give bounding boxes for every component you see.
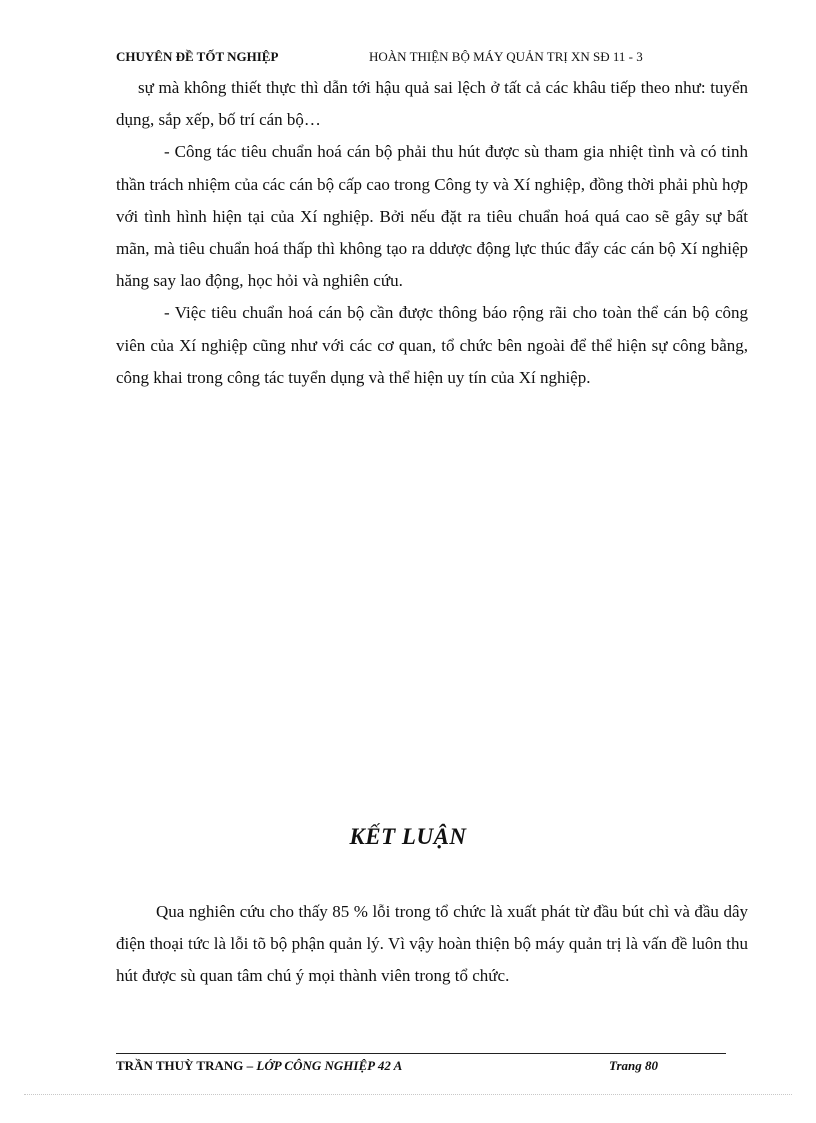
footer-author: TRẦN THUỲ TRANG – <box>116 1058 254 1073</box>
header-thesis-title: HOÀN THIỆN BỘ MÁY QUẢN TRỊ XN SĐ 11 - 3 <box>369 49 643 64</box>
conclusion-section <box>116 896 748 993</box>
page-number: Trang 80 <box>609 1058 658 1073</box>
footer-divider <box>116 1053 726 1054</box>
page-footer <box>116 1058 726 1076</box>
body-section <box>116 72 748 394</box>
footer-author-class <box>116 1058 402 1074</box>
conclusion-paragraph: Qua nghiên cứu cho thấy 85 % lỗi trong tổ chức là xuất phát từ đầu bút chì và đầu dây điện thoại tức là lỗi tõ bộ phận quản lý. Vì vậy hoàn thiện bộ máy quản trị là vấn đề luôn thu hút được sù quan tâm chú ý mọi thành viên trong tổ chức. <box>116 902 748 986</box>
conclusion-heading: KẾT LUẬN <box>349 824 467 849</box>
paragraph-standardization-participation: - Công tác tiêu chuẩn hoá cán bộ phải thu hút được sù tham gia nhiệt tình và có tinh thần trách nhiệm của các cán bộ cấp cao trong Công ty và Xí nghiệp, đồng thời phải phù hợp với tình hình hiện tại của Xí nghiệp. Bởi nếu đặt ra tiêu chuẩn hoá quá cao sẽ gây sự bất mãn, mà tiêu chuẩn hoá thấp thì không tạo ra ddược động lực thúc đẩy các cán bộ Xí nghiệp hăng say lao động, học hỏi và nghiên cứu. <box>116 142 748 291</box>
footer-class: LỚP CÔNG NGHIỆP 42 A <box>256 1058 403 1073</box>
paragraph-standardization-announcement: - Việc tiêu chuẩn hoá cán bộ cần được thông báo rộng rãi cho toàn thể cán bộ công viên của Xí nghiệp cũng như với các cơ quan, tổ chức bên ngoài để thể hiện sự công bằng, công khai trong công tác tuyển dụng và thể hiện uy tín của Xí nghiệp. <box>116 303 748 387</box>
header-thesis-label: CHUYÊN ĐỀ TỐT NGHIỆP <box>116 49 279 64</box>
page-header <box>116 49 756 69</box>
paragraph-continuation: sự mà không thiết thực thì dẫn tới hậu quả sai lệch ở tất cả các khâu tiếp theo như: tuyển dụng, sắp xếp, bố trí cán bộ… <box>116 78 748 130</box>
page-bottom-border <box>24 1094 792 1095</box>
